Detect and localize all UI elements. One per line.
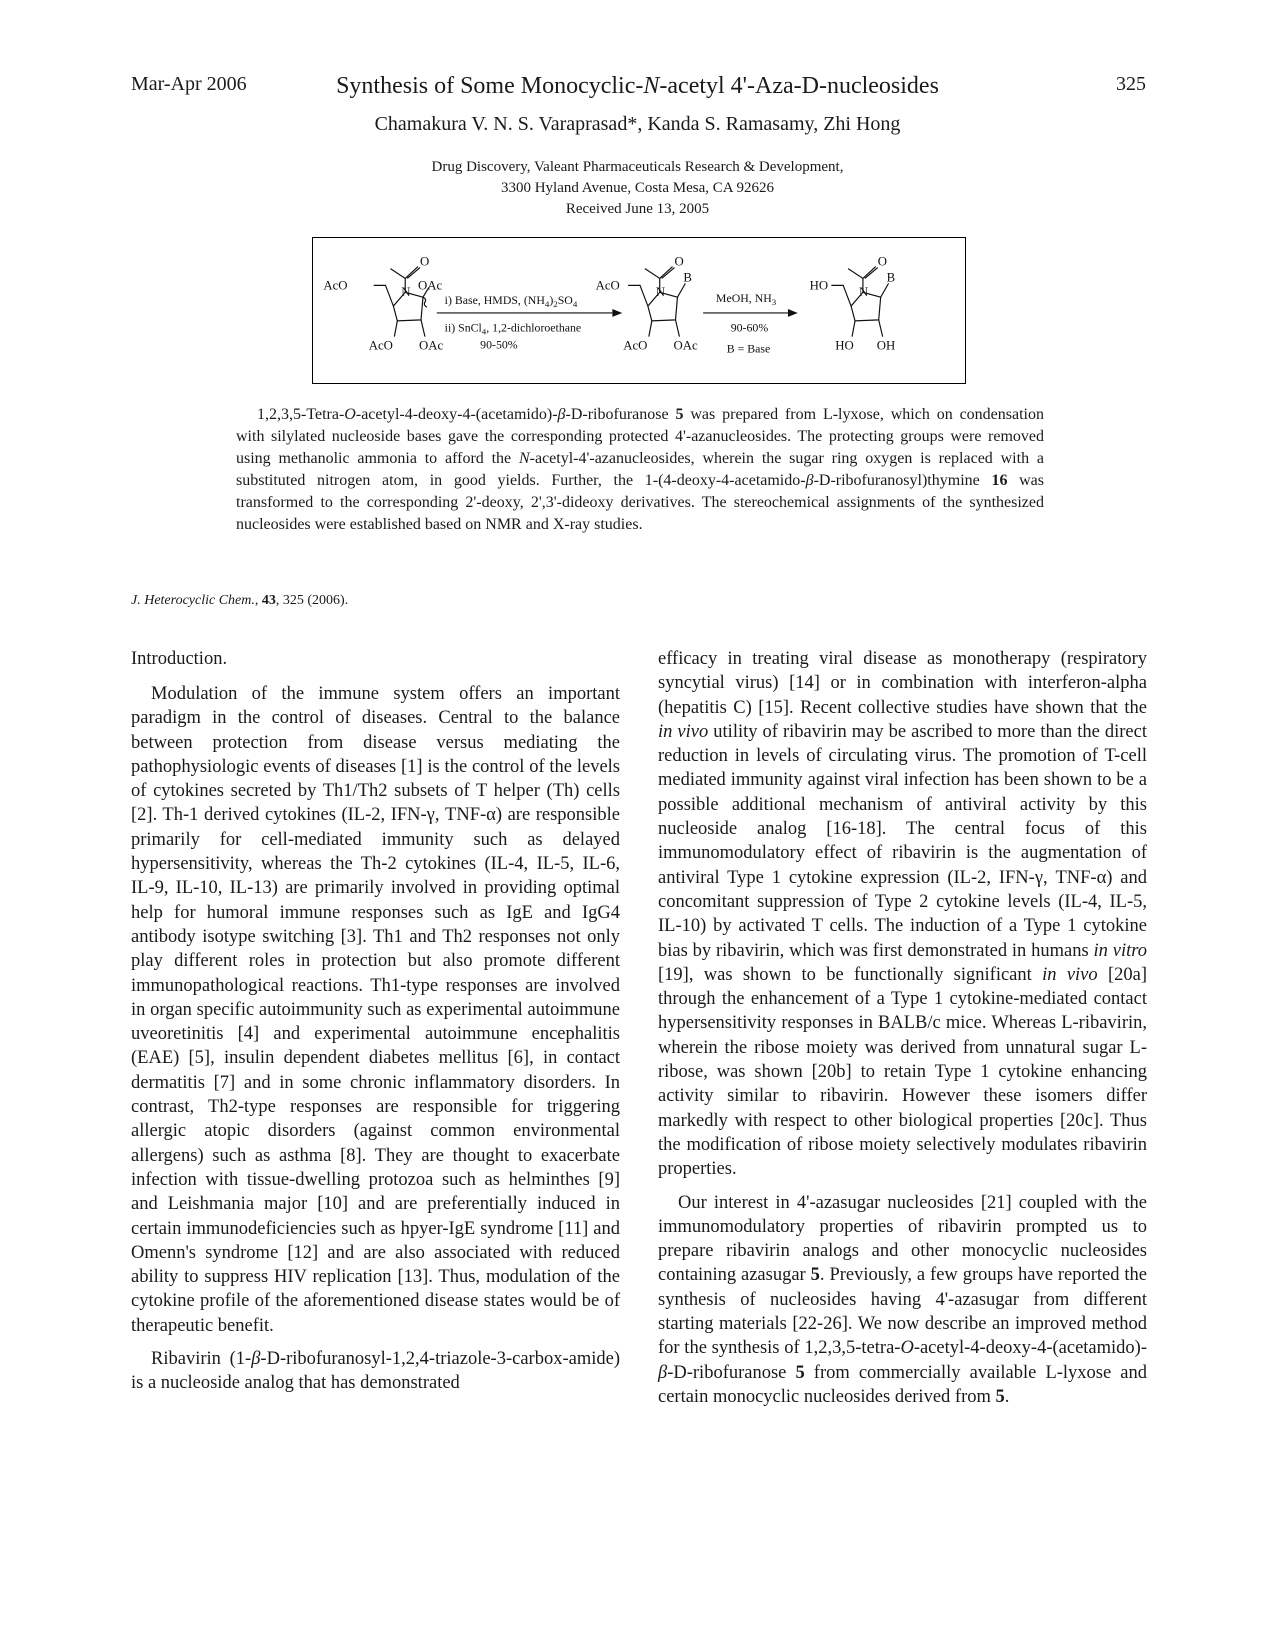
compound-number: 5	[675, 406, 684, 423]
oxygen-label: O	[674, 254, 684, 269]
paragraph-text: efficacy in treating viral disease as monotherapy (respiratory syncytial virus) [14] or in combination with interferon-alpha (hepatitis C) [15]. Recent collective studies have shown that the	[658, 649, 1147, 718]
left-column	[131, 647, 620, 1405]
paragraph-text: Ribavirin (1-	[151, 1349, 252, 1370]
step2-conditions	[445, 321, 582, 337]
reaction-scheme	[312, 237, 966, 384]
step2-text: , 1,2-dichloroethane	[486, 320, 582, 335]
abstract-text: was prepared from L-lyxose, which on condensation with silylated nucleoside bases gave the corresponding protected 4'-azanucleosides. The protecting groups were removed using methanolic ammonia to afford the	[236, 406, 1045, 467]
subscript: 4	[544, 299, 550, 310]
citation-text: ,	[254, 593, 262, 608]
compound-number: 5	[795, 1362, 805, 1383]
arrowhead-1	[612, 309, 622, 317]
article-title	[0, 73, 1275, 100]
paragraph-italic: in vivo	[1042, 964, 1098, 985]
paragraph: Modulation of the immune system offers an important paradigm in the control of diseases. Central to the balance between protection from disease versus mediating the pathophysiologic events of diseases [1] is the control of the levels of cytokines secreted by Th1/Th2 subsets of T helper (Th) cells [2]. Th-1 derived cytokines (IL-2, IFN-γ, TNF-α) are responsible primarily for cell-mediated immunity such as delayed hypersensitivity, whereas the Th-2 cytokines (IL-4, IL-5, IL-6, IL-9, IL-10, IL-13) are primarily involved in providing optimal help for humoral immune responses such as IgE and IgG4 antibody isotype switching [3]. Th1 and Th2 responses not only play different roles in protection but also promote different immunopathological reactions. Th1-type responses are involved in organ specific autoimmunity such as experimental autoimmune uveoretinitis [4] and experimental autoimmune encephalitis (EAE) [5], insulin dependent diabetes mellitus [6], in contact dermatitis [7] and in some chronic inflammatory disorders. In contrast, Th2-type responses are responsible for triggering allergic atopic disorders (against common environmental allergens) such as asthma [8]. They are thought to exacerbate infection with tissue-dwelling protozoa such as helminthes [9] and Leishmania major [10] and are preferentially induced in certain immunodeficiencies such as hpyer-IgE syndrome [11] and Omenn's syndrome [12] and are also associated with reduced ability to suppress HIV replication [13]. Thus, modulation of the cytokine profile of the aforementioned disease states would be of therapeutic benefit.	[131, 684, 620, 1336]
affiliation-line: Drug Discovery, Valeant Pharmaceuticals Research & Development,	[431, 159, 844, 175]
step1-text: SO	[557, 293, 573, 308]
paragraph-italic: O	[900, 1338, 914, 1359]
abstract-italic: O	[344, 406, 356, 423]
journal-volume: 43	[261, 593, 276, 608]
abstract-italic: β	[557, 406, 566, 423]
subscript: 4	[572, 299, 578, 310]
yield-2: 90-60%	[730, 320, 769, 335]
paragraph-text: -D-ribofuranosyl-1,2,4-triazole-3-carbox-amide) is a nucleoside analog that has demonstrated	[131, 1349, 620, 1394]
authors: Chamakura V. N. S. Varaprasad*, Kanda S. Ramasamy, Zhi Hong	[374, 113, 901, 135]
step1-conditions	[445, 293, 578, 309]
paragraph	[131, 1347, 620, 1396]
oh-bottom-label: OH	[876, 338, 896, 353]
paragraph-italic: β	[251, 1349, 261, 1370]
c23-bonds-1	[394, 320, 425, 337]
base-note: B = Base	[726, 341, 771, 356]
c23-bonds-3	[852, 320, 883, 337]
paragraph-italic: β	[658, 1362, 668, 1383]
header-date: Mar-Apr 2006	[131, 73, 247, 95]
yield-1: 90-50%	[480, 337, 518, 352]
paragraph-text: utility of ribavirin may be ascribed to more than the direct reduction in levels of circulating virus. The promotion of T-cell mediated immunity against viral infection has been shown to be a possible additional mechanism of antiviral activity by this nucleoside analog [16-18]. The central focus of this immunomodulatory effect of ribavirin is the augmentation of antiviral Type 1 cytokine expression (IL-2, IFN-γ, TNF-α) and concomitant suppression of Type 2 cytokine levels (IL-4, IL-5, IL-10) by activated T cells. The induction of a Type 1 cytokine bias by ribavirin, which was first demonstrated in humans	[658, 721, 1147, 961]
title-part: -acetyl 4'-Aza-D-nucleosides	[659, 73, 939, 99]
paragraph-text: from commercially available L-lyxose and certain monocyclic nucleosides derived from	[658, 1362, 1147, 1407]
c1-bond-3	[881, 283, 889, 297]
subscript: 4	[481, 326, 487, 337]
oac-bottom-label: OAc	[419, 338, 444, 353]
ch2-1	[374, 285, 394, 306]
citation-text: , 325 (2006).	[275, 593, 349, 608]
received-date: Received June 13, 2005	[565, 201, 710, 217]
aco-bottom-label: AcO	[368, 338, 393, 353]
step1-text: )	[549, 293, 554, 308]
nitrogen-label: N	[858, 285, 869, 300]
step1-text: i) Base, HMDS, (NH	[444, 293, 545, 308]
abstract-text: -D-ribofuranosyl)thymine	[813, 472, 992, 489]
compound-number: 16	[991, 472, 1008, 489]
abstract-italic: N	[518, 450, 530, 467]
paragraph-text: Our interest in 4'-azasugar nucleosides [21] coupled with the immunomodulatory properties of ribavirin prompted us to prepare ribavirin analogs and other monocyclic nucleosides containing azasugar	[658, 1192, 1147, 1286]
abstract-italic: β	[805, 472, 814, 489]
oac-bottom-label: OAc	[673, 338, 698, 353]
nitrogen-label: N	[655, 285, 666, 300]
step3-text: MeOH, NH	[715, 291, 772, 306]
step3-conditions	[716, 291, 777, 307]
paragraph-text: .	[1004, 1386, 1010, 1407]
oxygen-label: O	[420, 254, 430, 269]
compound-number: 5	[995, 1386, 1005, 1407]
abstract-text: 1,2,3,5-Tetra-	[257, 406, 345, 423]
c23-bonds-2	[649, 320, 680, 337]
ch2-2	[628, 285, 648, 306]
step2-text: ii) SnCl	[444, 320, 482, 335]
paragraph-italic: in vivo	[658, 721, 709, 742]
arrowhead-2	[788, 309, 798, 317]
affiliation-address: 3300 Hyland Avenue, Costa Mesa, CA 92626	[500, 180, 775, 196]
paragraph	[658, 647, 1147, 1182]
abstract	[236, 404, 1044, 536]
abstract-text: was transformed to the corresponding 2'-deoxy, 2',3'-dideoxy derivatives. The stereochemical assignments of the synthesized nucleosides were established based on NMR and X-ray studies.	[236, 472, 1045, 533]
paragraph-text: -acetyl-4-deoxy-4-(acetamido)-	[913, 1338, 1147, 1359]
nitrogen-label: N	[401, 285, 411, 300]
scheme-drawing	[313, 238, 965, 383]
abstract-text: -acetyl-4-deoxy-4-(acetamido)-	[355, 406, 558, 423]
aco-top-label: AcO	[323, 278, 348, 293]
title-part: Synthesis of Some Monocyclic-	[336, 73, 644, 99]
aco-top-label: AcO	[595, 278, 620, 293]
abstract-text: -acetyl-4'-azanucleosides, wherein the sugar ring oxygen is replaced with a substituted nitrogen atom, in good yields. Further, the 1-(4-deoxy-4-acetamido-	[236, 450, 1044, 489]
compound-number: 5	[810, 1265, 820, 1286]
paragraph-text: -D-ribofuranose	[667, 1362, 796, 1383]
ho-bottom-label: HO	[835, 338, 854, 353]
base-label: B	[886, 270, 896, 285]
journal-citation	[131, 593, 348, 609]
c1-bond-2	[677, 283, 685, 297]
paragraph-text: [20a] through the enhancement of a Type 1 cytokine-mediated contact hypersensitivity responses in BALB/c mice. Whereas L-ribavirin, wherein the ribose moiety was derived from unnatural sugar L-ribose, was shown [20b] to retain Type 1 cytokine enhancing activity similar to ribavirin. However these isomers differ markedly with respect to other biological properties [20c]. Thus the modification of ribose moiety selectively modulates ribavirin properties.	[658, 964, 1147, 1180]
title-italic-n: N	[643, 73, 660, 99]
paragraph-text: . Previously, a few groups have reported the synthesis of nucleosides having 4'-azasugar from different starting materials [22-26]. We now describe an improved method for the synthesis of 1,2,3,5-tetra-	[658, 1265, 1147, 1359]
journal-name: J. Heterocyclic Chem.	[131, 593, 255, 608]
section-heading: Introduction.	[131, 649, 228, 669]
paragraph-text: [19], was shown to be functionally significant	[658, 964, 1043, 985]
affiliation	[0, 157, 1275, 220]
abstract-text: -D-ribofuranose	[565, 406, 676, 423]
paragraph-italic: in vitro	[1093, 940, 1147, 961]
paragraph	[658, 1191, 1147, 1410]
subscript: 2	[553, 299, 558, 310]
subscript: 3	[771, 297, 777, 308]
oac-top-label: OAc	[418, 278, 443, 293]
ch2-3	[831, 285, 851, 306]
ho-top-label: HO	[809, 278, 829, 293]
right-column	[658, 647, 1147, 1418]
oxygen-label: O	[877, 254, 887, 269]
page-number: 325	[1116, 73, 1146, 95]
aco-bottom-label: AcO	[623, 338, 648, 353]
base-label: B	[683, 270, 692, 285]
